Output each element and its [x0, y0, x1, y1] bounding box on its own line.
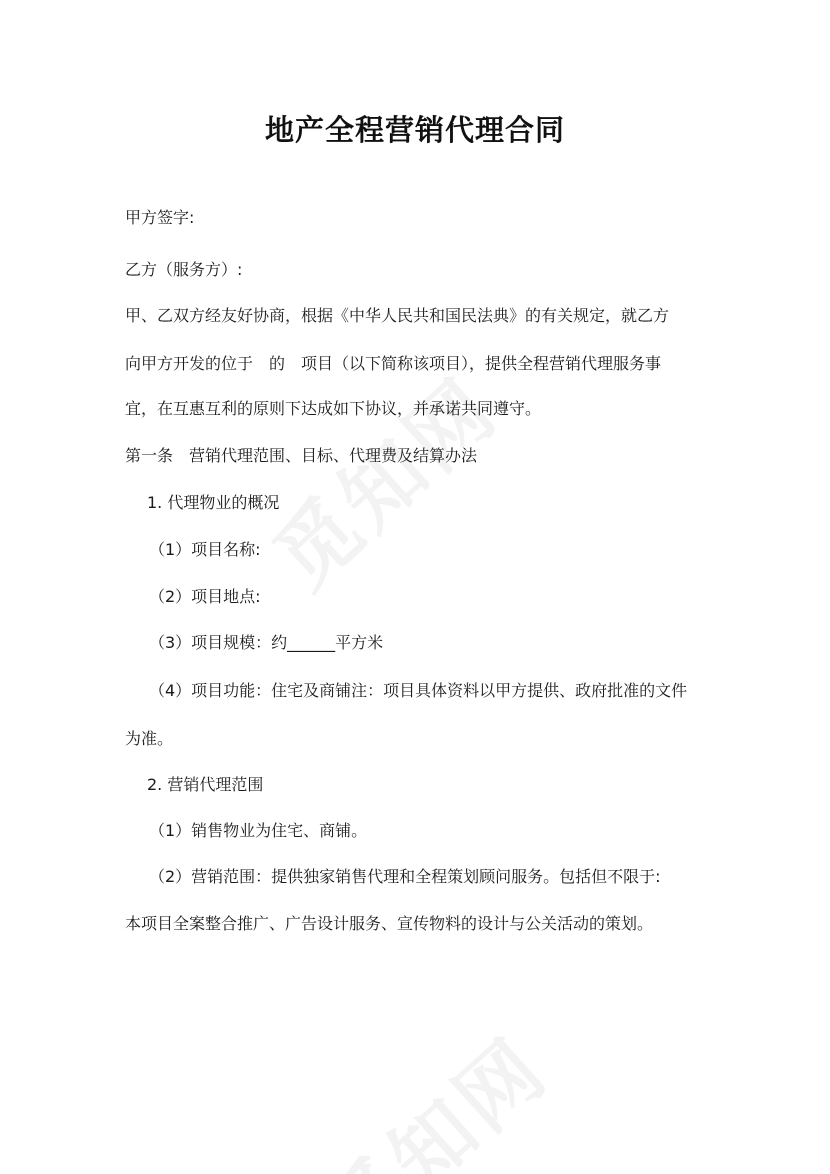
list-item: （4）项目功能：住宅及商铺注：项目具体资料以甲方提供、政府批准的文件 [149, 681, 688, 700]
paragraph-line: 甲、乙双方经友好协商，根据《中华人民共和国民法典》的有关规定，就乙方 [125, 306, 670, 325]
section-heading: 1. 代理物业的概况 [147, 493, 280, 512]
paragraph-line: 为准。 [125, 729, 174, 748]
paragraph-line: 向甲方开发的位于 的 项目（以下简称该项目），提供全程营销代理服务事 [125, 354, 662, 373]
list-item: （3）项目规模：约______平方米 [149, 633, 384, 652]
paragraph-line: 本项目全案整合推广、广告设计服务、宣传物料的设计与公关活动的策划。 [125, 914, 654, 933]
list-item: （1）项目名称: [149, 540, 261, 559]
paragraph-line: 宜，在互惠互利的原则下达成如下协议，并承诺共同遵守。 [125, 399, 542, 418]
list-item: （1）销售物业为住宅、商铺。 [149, 821, 368, 840]
list-item: （2）营销范围：提供独家销售代理和全程策划顾问服务。包括但不限于: [149, 867, 661, 886]
section-heading: 2. 营销代理范围 [147, 775, 264, 794]
watermark [245, 347, 519, 611]
watermark [295, 1007, 569, 1174]
party-a-signature: 甲方签字: [125, 208, 195, 227]
article-heading: 第一条 营销代理范围、目标、代理费及结算办法 [125, 446, 478, 465]
party-b-label: 乙方（服务方）: [125, 260, 243, 279]
list-item: （2）项目地点: [149, 587, 261, 606]
document-title: 地产全程营销代理合同 [264, 113, 565, 147]
